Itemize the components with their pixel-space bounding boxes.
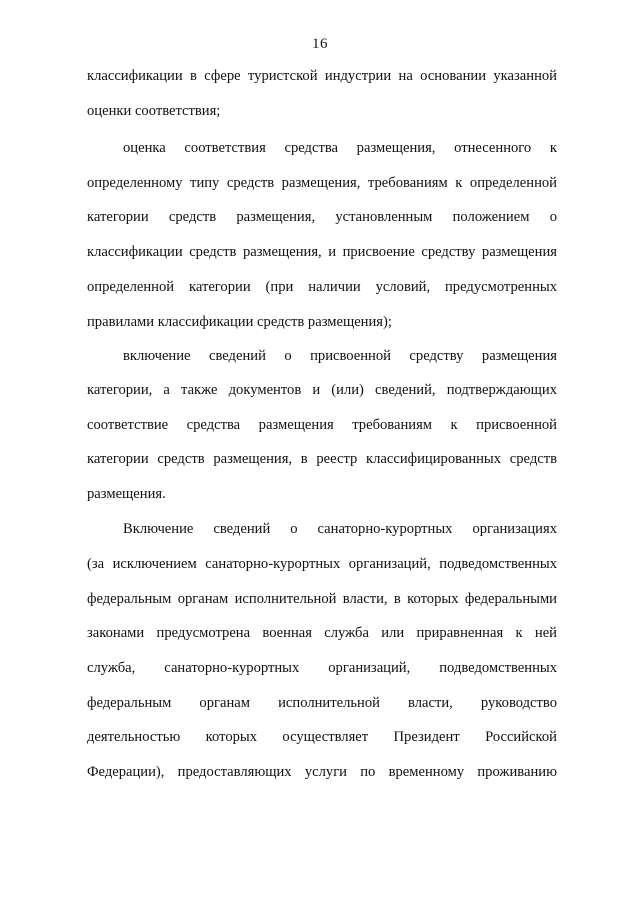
text-line: оценки соответствия; xyxy=(87,103,221,119)
text-line: законами предусмотрена военная служба или приравненная к ней xyxy=(87,625,557,641)
text-line: соответствие средства размещения требованиям к присвоенной xyxy=(87,417,557,433)
text-line: размещения. xyxy=(87,486,166,502)
text-line: определенной категории (при наличии условий, предусмотренных xyxy=(87,279,557,295)
text-line: служба, санаторно-курортных организаций, подведомственных xyxy=(87,660,557,676)
text-line: Федерации), предоставляющих услуги по временному проживанию xyxy=(87,764,557,780)
text-line: федеральным органам исполнительной власти, в которых федеральными xyxy=(87,591,557,607)
text-line: категории средств размещения, установленным положением о xyxy=(87,209,557,225)
text-line: Включение сведений о санаторно-курортных организациях xyxy=(123,521,557,537)
text-line: федеральным органам исполнительной власти, руководство xyxy=(87,695,557,711)
text-line: (за исключением санаторно-курортных организаций, подведомственных xyxy=(87,556,557,572)
page-number: 16 xyxy=(312,36,328,52)
text-line: правилами классификации средств размещения); xyxy=(87,314,392,330)
text-line: классификации средств размещения, и присвоение средству размещения xyxy=(87,244,557,260)
text-line: категории средств размещения, в реестр классифицированных средств xyxy=(87,451,557,467)
text-line: определенному типу средств размещения, требованиям к определенной xyxy=(87,175,557,191)
text-line: категории, а также документов и (или) сведений, подтверждающих xyxy=(87,382,557,398)
text-line: оценка соответствия средства размещения, отнесенного к xyxy=(123,140,557,156)
text-line: классификации в сфере туристской индустрии на основании указанной xyxy=(87,68,557,84)
text-line: деятельностью которых осуществляет Президент Российской xyxy=(87,729,557,745)
text-line: включение сведений о присвоенной средству размещения xyxy=(123,348,557,364)
